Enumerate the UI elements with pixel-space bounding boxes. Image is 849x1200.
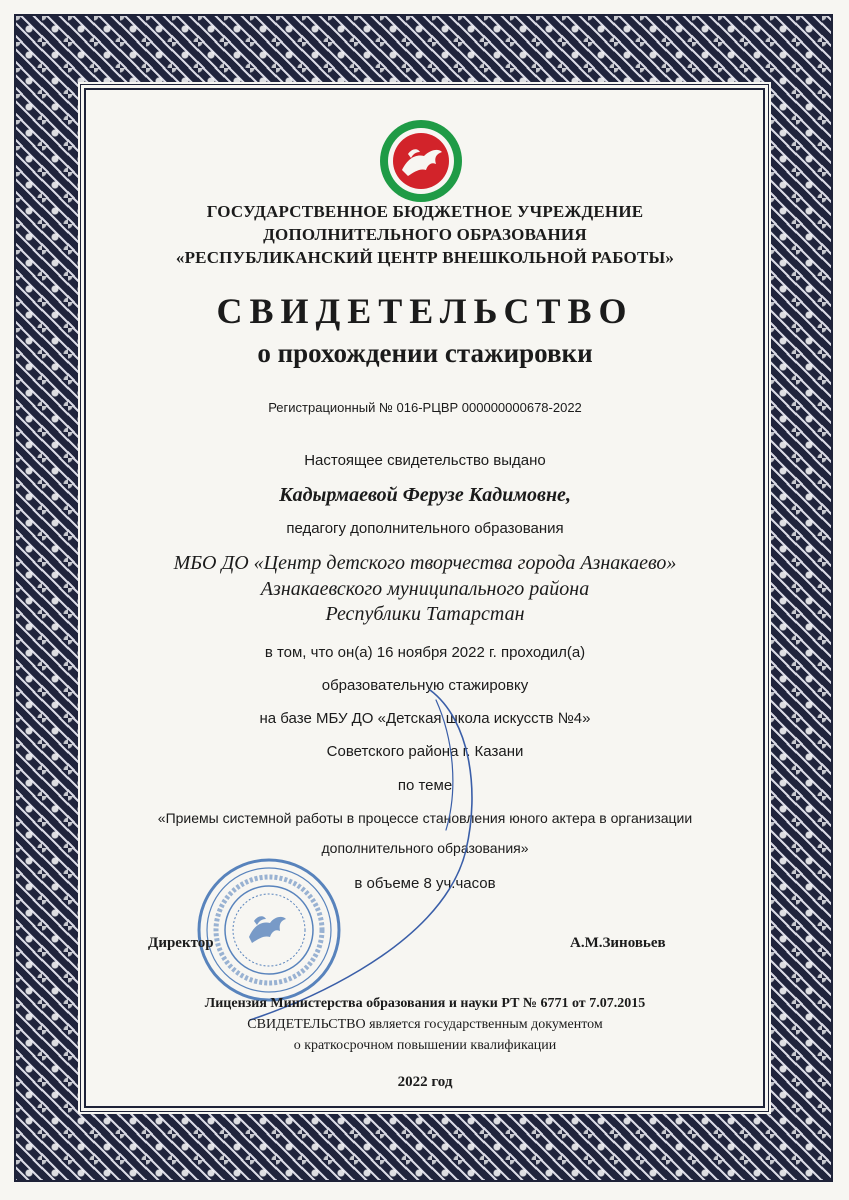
- host-district: Советского района г. Казани: [326, 743, 524, 760]
- issue-year: 2022 год: [397, 1074, 453, 1090]
- document-title: СВИДЕТЕЛЬСТВО: [216, 291, 634, 331]
- document-subtitle: о прохождении стажировки: [257, 338, 593, 368]
- org-name-line-3: «РЕСПУБЛИКАНСКИЙ ЦЕНТР ВНЕШКОЛЬНОЙ РАБОТЫ»: [175, 248, 675, 267]
- org-name-line-1: ГОСУДАРСТВЕННОЕ БЮДЖЕТНОЕ УЧРЕЖДЕНИЕ: [206, 202, 644, 221]
- registration-number: Регистрационный № 016-РЦВР 000000000678-2022: [268, 400, 582, 415]
- license-line-1: Лицензия Министерства образования и науки РТ № 6771 от 7.07.2015: [204, 996, 646, 1011]
- institution-line-2: Азнакаевского муниципального района: [260, 578, 590, 600]
- fact-line: в том, что он(а) 16 ноября 2022 г. проходил(а): [264, 644, 586, 661]
- institution-line-3: Республики Татарстан: [325, 603, 525, 625]
- handwritten-signature-icon: [240, 680, 600, 1040]
- hours-volume: в объеме 8 уч.часов: [354, 875, 496, 892]
- issued-to-text: Настоящее свидетельство выдано: [304, 452, 546, 469]
- topic-line-1: «Приемы системной работы в процессе становления юного актера в организации: [157, 810, 693, 826]
- director-name: А.М.Зиновьев: [570, 935, 666, 951]
- institution-line-1: МБО ДО «Центр детского творчества города Азнакаево»: [173, 552, 677, 574]
- recipient-name: Кадырмаевой Ферузе Кадимовне,: [279, 484, 571, 506]
- internship-type: образовательную стажировку: [321, 677, 529, 694]
- host-institution: на базе МБУ ДО «Детская школа искусств №4»: [259, 710, 591, 727]
- org-name-line-2: ДОПОЛНИТЕЛЬНОГО ОБРАЗОВАНИЯ: [263, 225, 587, 244]
- topic-intro: по теме: [397, 777, 453, 794]
- license-line-3: о краткосрочном повышении квалификации: [293, 1038, 557, 1053]
- license-line-2: СВИДЕТЕЛЬСТВО является государственным документом: [247, 1017, 603, 1032]
- recipient-position: педагогу дополнительного образования: [286, 520, 564, 537]
- certificate-content: [90, 100, 760, 1100]
- tatarstan-emblem-icon: [378, 118, 464, 204]
- director-label: Директор: [148, 935, 214, 951]
- topic-line-2: дополнительного образования»: [321, 840, 529, 856]
